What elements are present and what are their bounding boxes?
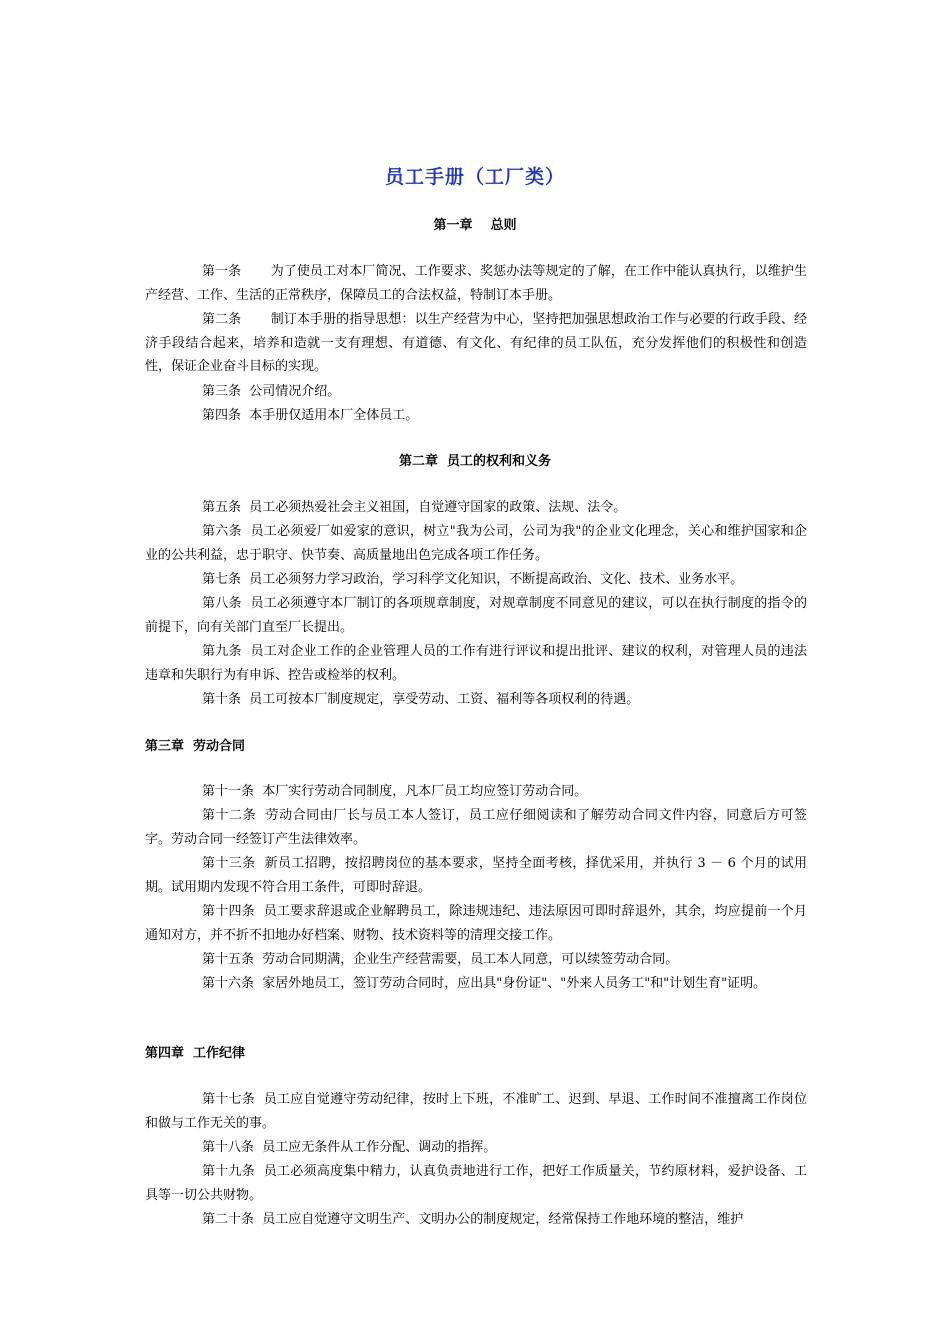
article-18: 第十八条 员工应无条件从工作分配、调动的指挥。 bbox=[202, 1140, 497, 1155]
article-11: 第十一条 本厂实行劳动合同制度，凡本厂员工均应签订劳动合同。 bbox=[202, 784, 588, 799]
article-16: 第十六条 家居外地员工，签订劳动合同时，应出具"身份证"、"外来人员务工"和"计划生育"证明。 bbox=[202, 976, 767, 991]
article-14: 第十四条 员工要求辞退或企业解聘员工，除违规违纪、违法原因可即时辞退外，其余，均应提前一个月通知对方，并不折不扣地办好档案、财物、技术资料等的清理交接工作。 bbox=[145, 904, 807, 943]
article-9: 第九条 员工对企业工作的企业管理人员的工作有进行评议和提出批评、建议的权利，对管理人员的违法违章和失职行为有申诉、控告或检举的权利。 bbox=[145, 644, 807, 683]
chapter-4-heading: 第四章 工作纪律 bbox=[145, 1046, 246, 1061]
article-19: 第十九条 员工必须高度集中精力，认真负责地进行工作，把好工作质量关，节约原材料，爱护设备、工具等一切公共财物。 bbox=[145, 1164, 807, 1203]
chapter-3-heading: 第三章 劳动合同 bbox=[145, 739, 246, 754]
document-title: 员工手册（工厂类） bbox=[384, 166, 565, 188]
article-3: 第三条 公司情况介绍。 bbox=[202, 384, 341, 399]
article-5: 第五条 员工必须热爱社会主义祖国，自觉遵守国家的政策、法规、法令。 bbox=[202, 500, 627, 515]
article-13: 第十三条 新员工招聘，按招聘岗位的基本要求，坚持全面考核，择优采用，并执行 3 － 6 个月的试用期。试用期内发现不符合用工条件，可即时辞退。 bbox=[145, 856, 807, 895]
article-8: 第八条 员工必须遵守本厂制订的各项规章制度，对规章制度不同意见的建议，可以在执行制度的指令的前提下，向有关部门直至厂长提出。 bbox=[145, 596, 807, 635]
article-10: 第十条 员工可按本厂制度规定，享受劳动、工资、福利等各项权利的待遇。 bbox=[202, 692, 640, 707]
article-15: 第十五条 劳动合同期满，企业生产经营需要，员工本人同意，可以续签劳动合同。 bbox=[202, 952, 679, 967]
article-1: 第一条 为了使员工对本厂简况、工作要求、奖惩办法等规定的了解，在工作中能认真执行，以维护生产经营、工作、生活的正常秩序，保障员工的合法权益，特制订本手册。 bbox=[145, 264, 807, 303]
chapter-1-heading: 第一章 总则 bbox=[433, 218, 517, 233]
article-2: 第二条 制订本手册的指导思想：以生产经营为中心，坚持把加强思想政治工作与必要的行政手段、经济手段结合起来，培养和造就一支有理想、有道德、有文化、有纪律的员工队伍，充分发挥他们的积极性和创造性，保证企业奋斗目标的实现。 bbox=[145, 312, 807, 374]
article-17: 第十七条 员工应自觉遵守劳动纪律，按时上下班，不准旷工、迟到、早退、工作时间不准擅离工作岗位和做与工作无关的事。 bbox=[145, 1092, 807, 1131]
article-4: 第四条 本手册仅适用本厂全体员工。 bbox=[202, 408, 419, 423]
article-20: 第二十条 员工应自觉遵守文明生产、文明办公的制度规定，经常保持工作地环境的整洁，维护 bbox=[202, 1212, 744, 1227]
article-6: 第六条 员工必须爱厂如爱家的意识，树立"我为公司，公司为我"的企业文化理念，关心和维护国家和企业的公共利益，忠于职守、快节奏、高质量地出色完成各项工作任务。 bbox=[145, 524, 807, 563]
article-7: 第七条 员工必须努力学习政治，学习科学文化知识，不断提高政治、文化、技术、业务水平。 bbox=[202, 572, 744, 587]
article-12: 第十二条 劳动合同由厂长与员工本人签订，员工应仔细阅读和了解劳动合同文件内容，同意后方可签字。劳动合同一经签订产生法律效率。 bbox=[145, 808, 807, 847]
chapter-2-heading: 第二章 员工的权利和义务 bbox=[398, 454, 552, 469]
